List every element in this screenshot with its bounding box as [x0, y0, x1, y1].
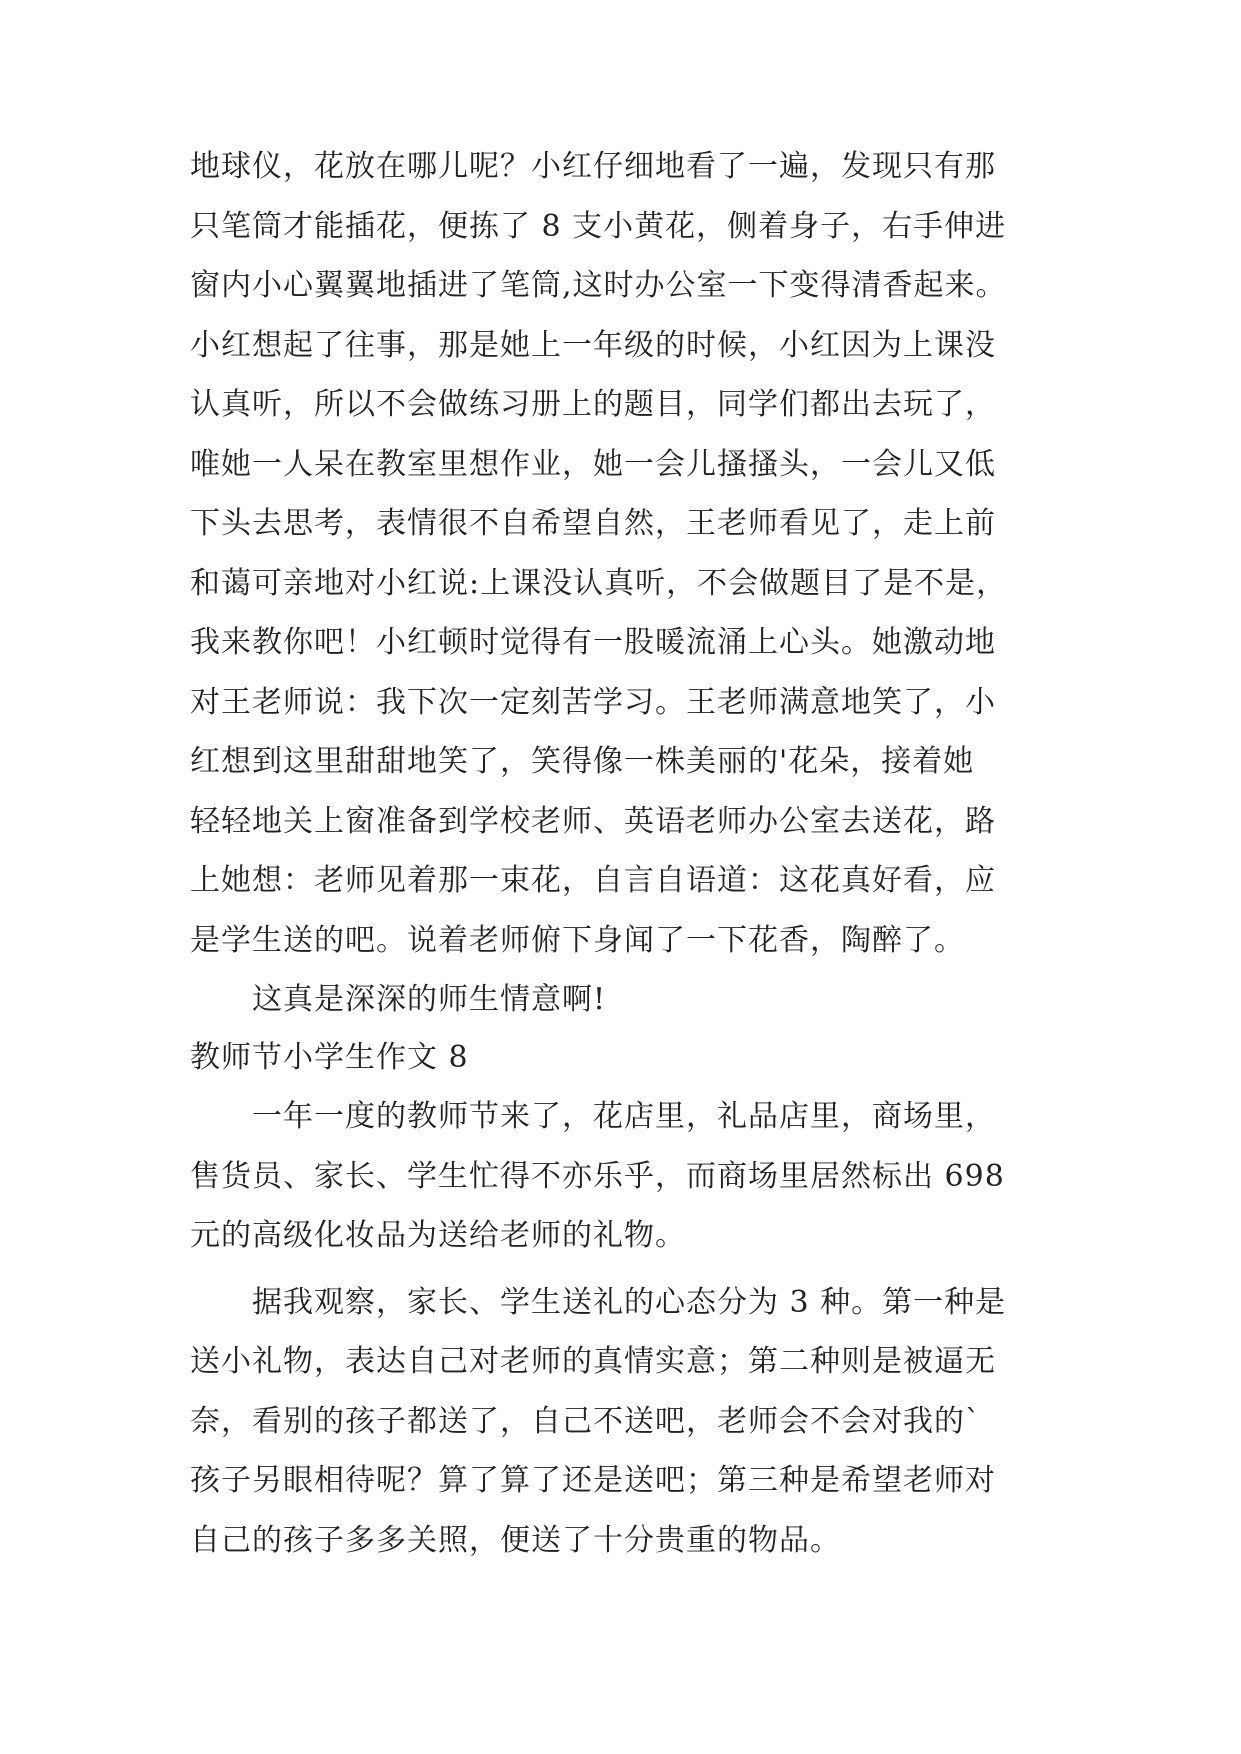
text-line: 窗内小心翼翼地插进了笔筒,这时办公室一下变得清香起来。: [190, 268, 1007, 303]
text-line: 一年一度的教师节来了，花店里，礼品店里，商场里，: [252, 1099, 996, 1134]
text-line: 售货员、家长、学生忙得不亦乐乎，而商场里居然标出 698: [190, 1159, 1005, 1194]
text-line: 元的高级化妆品为送给老师的礼物。: [190, 1218, 686, 1253]
text-line: 小红想起了往事，那是她上一年级的时候，小红因为上课没: [190, 328, 996, 363]
section-heading: 教师节小学生作文 8: [190, 1040, 469, 1075]
text-line: 红想到这里甜甜地笑了，笑得像一株美丽的'花朵，接着她: [190, 744, 975, 779]
text-line: 轻轻地关上窗准备到学校老师、英语老师办公室去送花，路: [190, 804, 996, 839]
text-line: 上她想：老师见着那一束花，自言自语道：这花真好看，应: [190, 863, 996, 898]
text-line: 送小礼物，表达自己对老师的真情实意；第二种则是被逼无: [190, 1344, 996, 1379]
text-line: 孩子另眼相待呢？算了算了还是送吧；第三种是希望老师对: [190, 1463, 996, 1498]
text-line: 地球仪，花放在哪儿呢？小红仔细地看了一遍，发现只有那: [190, 149, 996, 184]
text-line: 对王老师说：我下次一定刻苦学习。王老师满意地笑了，小: [190, 685, 996, 720]
text-line: 奈，看别的孩子都送了，自己不送吧，老师会不会对我的`: [190, 1404, 981, 1439]
closing-line: 这真是深深的师生情意啊!: [252, 982, 607, 1017]
text-line: 唯她一人呆在教室里想作业，她一会儿搔搔头，一会儿又低: [190, 447, 996, 482]
text-line: 认真听，所以不会做练习册上的题目，同学们都出去玩了，: [190, 387, 996, 422]
text-line: 下头去思考，表情很不自希望自然，王老师看见了，走上前: [190, 506, 996, 541]
text-line: 是学生送的吧。说着老师俯下身闻了一下花香，陶醉了。: [190, 923, 965, 958]
text-line: 和蔼可亲地对小红说:上课没认真听，不会做题目了是不是，: [190, 566, 1008, 601]
text-line: 我来教你吧！小红顿时觉得有一股暖流涌上心头。她激动地: [190, 625, 996, 660]
text-line: 自己的孩子多多关照，便送了十分贵重的物品。: [190, 1523, 841, 1558]
text-line: 只笔筒才能插花，便拣了 8 支小黄花，侧着身子，右手伸进: [190, 209, 1007, 244]
text-line: 据我观察，家长、学生送礼的心态分为 3 种。第一种是: [252, 1285, 1007, 1320]
